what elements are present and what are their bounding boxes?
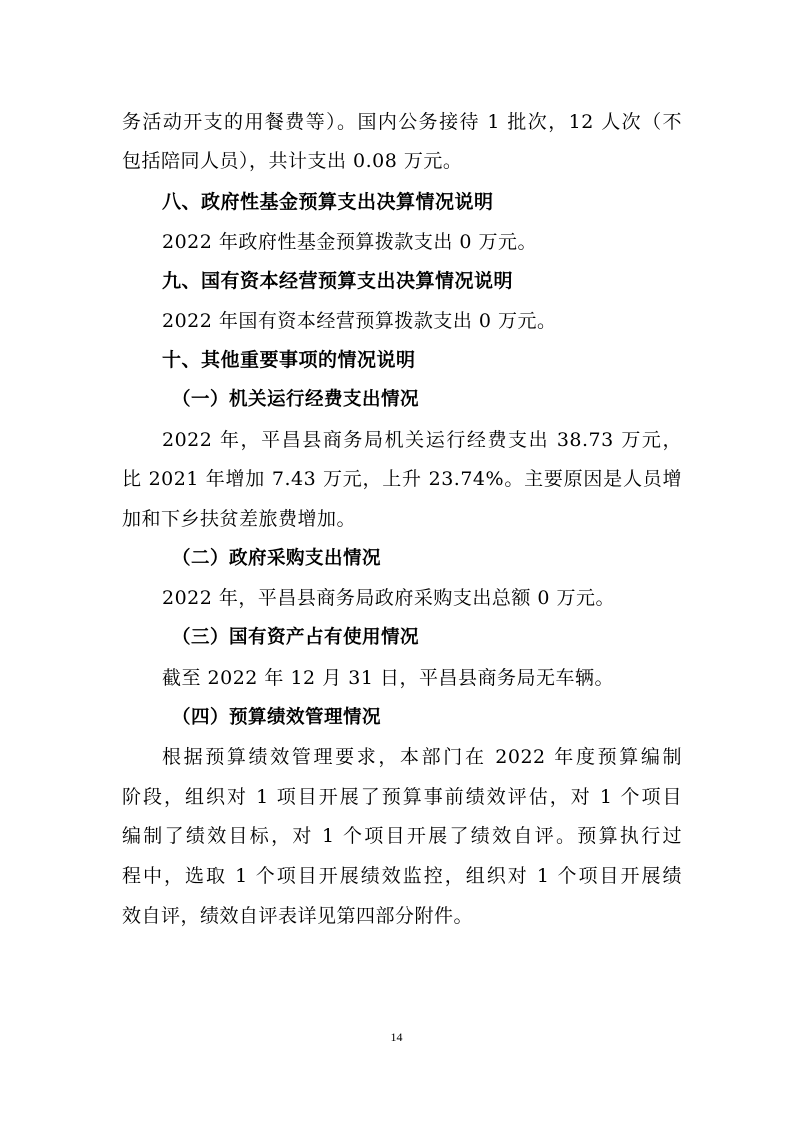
subsection-heading-3: （三）国有资产占有使用情况: [172, 627, 420, 648]
body-text-line: 根据预算绩效管理要求，本部门在 2022 年度预算编制: [162, 746, 682, 768]
body-text-line: 2022 年，平昌县商务局机关运行经费支出 38.73 万元，: [162, 429, 682, 451]
body-text-line: 加和下乡扶贫差旅费增加。: [122, 508, 357, 530]
body-text-line: 务活动开支的用餐费等）。国内公务接待 1 批次，12 人次（不: [122, 111, 682, 133]
body-text-line: 编制了绩效目标，对 1 个项目开展了绩效自评。预算执行过: [122, 825, 682, 847]
body-text-line: 截至 2022 年 12 月 31 日，平昌县商务局无车辆。: [162, 667, 614, 689]
section-heading-9: 九、国有资本经营预算支出决算情况说明: [162, 270, 514, 292]
body-text-line: 阶段，组织对 1 项目开展了预算事前绩效评估，对 1 个项目: [122, 786, 682, 808]
section-heading-8: 八、政府性基金预算支出决算情况说明: [162, 191, 494, 213]
body-text-line: 2022 年，平昌县商务局政府采购支出总额 0 万元。: [162, 587, 616, 609]
section-heading-10: 十、其他重要事项的情况说明: [162, 349, 416, 371]
body-text-line: 2022 年国有资本经营预算拨款支出 0 万元。: [162, 310, 557, 332]
subsection-heading-2: （二）政府采购支出情况: [172, 548, 382, 569]
page-number: 14: [390, 1030, 403, 1044]
subsection-heading-4: （四）预算绩效管理情况: [172, 707, 382, 728]
body-text-line: 比 2021 年增加 7.43 万元，上升 23.74%。主要原因是人员增: [122, 468, 682, 490]
body-text-line: 效自评，绩效自评表详见第四部分附件。: [122, 905, 474, 927]
body-text-line: 程中，选取 1 个项目开展绩效监控，组织对 1 个项目开展绩: [122, 865, 682, 887]
body-text-line: 包括陪同人员），共计支出 0.08 万元。: [122, 150, 463, 172]
subsection-heading-1: （一）机关运行经费支出情况: [172, 389, 420, 410]
body-text-line: 2022 年政府性基金预算拨款支出 0 万元。: [162, 231, 538, 253]
